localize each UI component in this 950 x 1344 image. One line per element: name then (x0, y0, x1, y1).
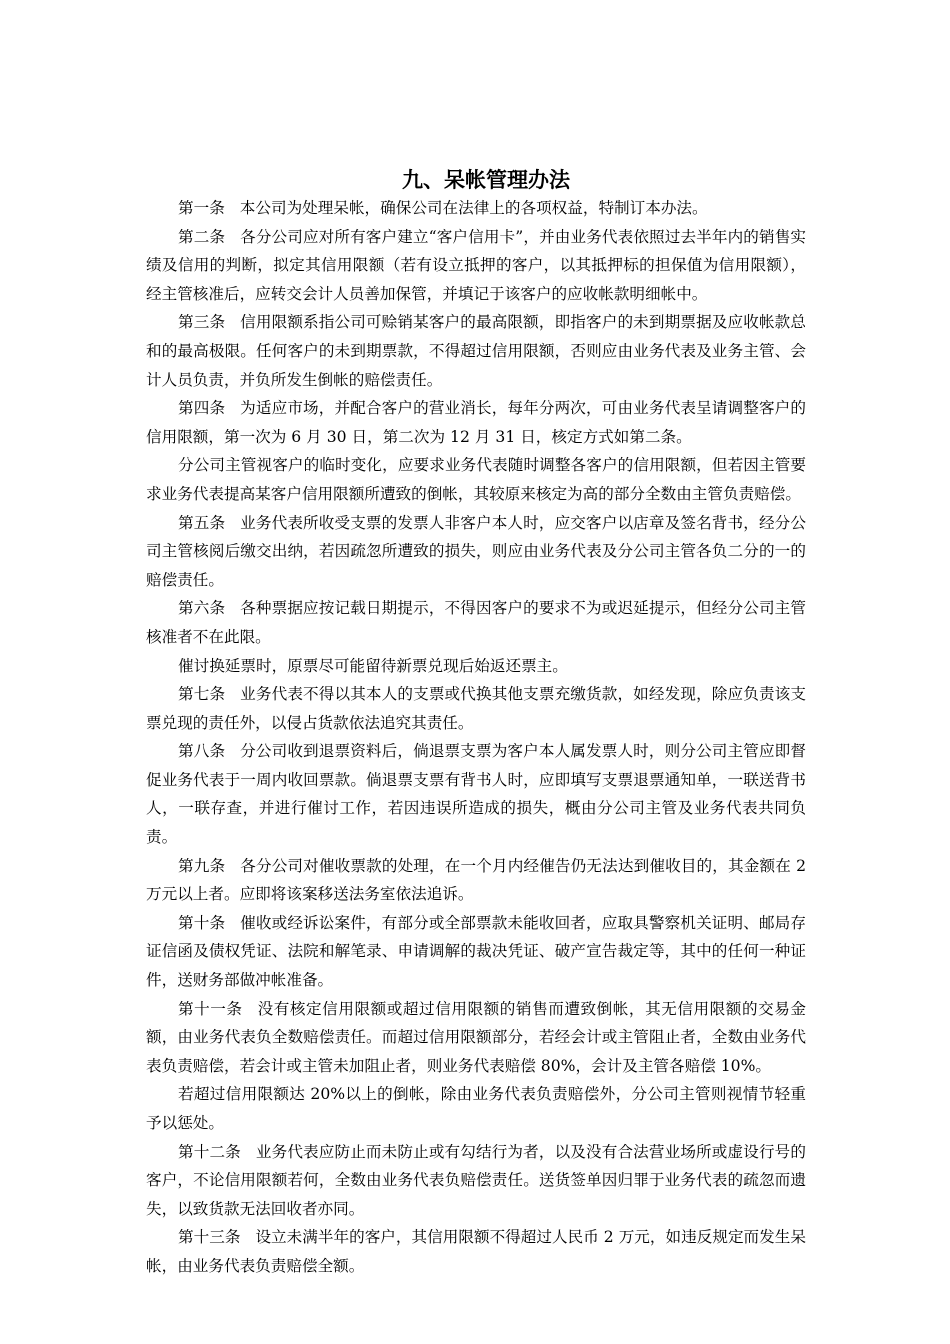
article-text: 催收或经诉讼案件，有部分或全部票款未能收回者，应取具警察机关证明、邮局存证信函及债权凭证、法院和解笔录、申请调解的裁决凭证、破产宣告裁定等，其中的任何一种证件，送财务部做冲帐准备。 (146, 913, 806, 990)
paragraph-article-4-continued (146, 451, 806, 508)
paragraph-article-8 (146, 737, 806, 851)
paragraph-article-4 (146, 394, 806, 451)
article-text: 分公司收到退票资料后，倘退票支票为客户本人属发票人时，则分公司主管应即督促业务代表于一周内收回票款。倘退票支票有背书人时，应即填写支票退票通知单，一联送背书人，一联存查，并进行催讨工作，若因违误所造成的损失，概由分公司主管及业务代表共同负责。 (146, 742, 806, 847)
article-text: 各分公司应对所有客户建立“客户信用卡”，并由业务代表依照过去半年内的销售实绩及信用的判断，拟定其信用限额（若有设立抵押的客户，以其抵押标的担保值为信用限额），经主管核准后，应转交会计人员善加保管，并填记于该客户的应收帐款明细帐中。 (146, 227, 806, 303)
article-text: 各分公司对催收票款的处理，在一个月内经催告仍无法达到催收目的，其金额在 2 万元以上者。应即将该案移送法务室依法追诉。 (146, 856, 806, 904)
article-text: 若超过信用限额达 20%以上的倒帐，除由业务代表负责赔偿外，分公司主管则视情节轻重予以惩处。 (146, 1085, 806, 1132)
article-number: 第一条 (178, 199, 225, 217)
paragraph-article-5 (146, 509, 806, 595)
article-number: 第十二条 (178, 1142, 241, 1161)
article-text: 业务代表应防止而未防止或有勾结行为者，以及没有合法营业场所或虚设行号的客户，不论信用限额若何，全数由业务代表负赔偿责任。送货签单因归罪于业务代表的疏忽而遗失，以致货款无法回收者亦同。 (146, 1142, 806, 1218)
paragraph-article-6 (146, 594, 806, 651)
article-text: 各种票据应按记载日期提示，不得因客户的要求不为或迟延提示，但经分公司主管核准者不在此限。 (146, 599, 806, 646)
article-text: 业务代表所收受支票的发票人非客户本人时，应交客户以店章及签名背书，经分公司主管核阅后缴交出纳，若因疏忽所遭致的损失，则应由业务代表及分公司主管各负二分的一的赔偿责任。 (146, 513, 806, 589)
article-text: 分公司主管视客户的临时变化，应要求业务代表随时调整各客户的信用限额，但若因主管要求业务代表提高某客户信用限额所遭致的倒帐，其较原来核定为高的部分全数由主管负责赔偿。 (146, 456, 806, 503)
article-number: 第十条 (178, 913, 226, 932)
article-text: 信用限额系指公司可赊销某客户的最高限额，即指客户的未到期票据及应收帐款总和的最高极限。任何客户的未到期票款，不得超过信用限额，否则应由业务代表及业务主管、会计人员负责，并负所发生倒帐的赔偿责任。 (146, 313, 806, 389)
article-number: 第十一条 (178, 999, 243, 1018)
document-title: 九、呆帐管理办法 (402, 168, 570, 192)
article-number: 第四条 (178, 399, 226, 418)
document-page (146, 166, 806, 1281)
article-text: 为适应市场，并配合客户的营业消长，每年分两次，可由业务代表呈请调整客户的信用限额，第一次为 6 月 30 日，第二次为 12 月 31 日，核定方式如第二条。 (146, 399, 806, 446)
article-text: 业务代表不得以其本人的支票或代换其他支票充缴货款，如经发现，除应负责该支票兑现的责任外，以侵占货款依法追究其责任。 (146, 685, 806, 732)
article-text: 设立未满半年的客户，其信用限额不得超过人民币 2 万元，如违反规定而发生呆帐，由业务代表负责赔偿全额。 (146, 1228, 806, 1275)
article-number: 第八条 (178, 742, 226, 761)
article-number: 第五条 (178, 513, 226, 532)
article-text: 没有核定信用限额或超过信用限额的销售而遭致倒帐，其无信用限额的交易金额，由业务代表负全数赔偿责任。而超过信用限额部分，若经会计或主管阻止者，全数由业务代表负责赔偿，若会计或主管未加阻止者，则业务代表赔偿 80%，会计及主管各赔偿 10%。 (146, 999, 806, 1075)
paragraph-article-11-continued (146, 1080, 806, 1137)
article-number: 第二条 (178, 227, 226, 246)
article-text: 催讨换延票时，原票尽可能留待新票兑现后始返还票主。 (178, 656, 568, 675)
article-number: 第六条 (178, 599, 226, 618)
paragraph-article-10 (146, 909, 806, 995)
paragraph-article-9 (146, 852, 806, 909)
paragraph-article-1 (146, 194, 806, 223)
paragraph-article-3 (146, 308, 806, 394)
paragraph-article-11 (146, 995, 806, 1081)
article-number: 第十三条 (178, 1228, 241, 1247)
paragraph-article-6-continued (146, 652, 806, 681)
paragraph-article-2 (146, 223, 806, 309)
paragraph-article-12 (146, 1138, 806, 1224)
article-number: 第七条 (178, 685, 226, 704)
article-number: 第九条 (178, 856, 226, 875)
article-text: 本公司为处理呆帐，确保公司在法律上的各项权益，特制订本办法。 (239, 199, 708, 217)
paragraph-article-7 (146, 680, 806, 737)
article-number: 第三条 (178, 313, 226, 332)
paragraph-article-13 (146, 1223, 806, 1280)
